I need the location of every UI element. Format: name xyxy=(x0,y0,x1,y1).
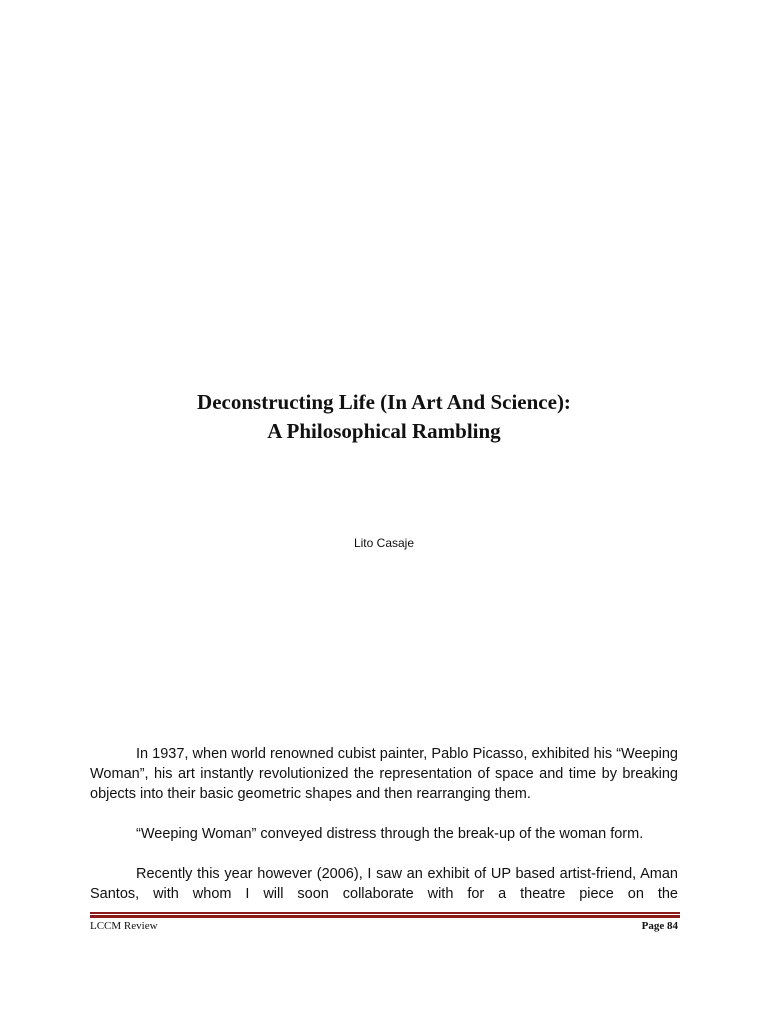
footer-publication-name: LCCM Review xyxy=(90,920,158,932)
title-line-1: Deconstructing Life (In Art And Science): xyxy=(197,390,571,414)
footer-rule-thin xyxy=(90,912,680,914)
title-line-2: A Philosophical Rambling xyxy=(267,419,501,443)
document-title xyxy=(0,388,768,446)
footer-rule-thick xyxy=(90,915,680,918)
body-text xyxy=(90,744,678,924)
paragraph-3: Recently this year however (2006), I saw an exhibit of UP based artist-friend, Aman Santos, with whom I will soon collaborate with for a theatre piece on the xyxy=(90,866,678,902)
paragraph-1: In 1937, when world renowned cubist painter, Pablo Picasso, exhibited his “Weeping Woman”, his art instantly revolutionized the representation of space and time by breaking objects into their basic geometric shapes and then rearranging them. xyxy=(90,746,678,802)
footer-page-number: Page 84 xyxy=(641,920,678,932)
paragraph-2: “Weeping Woman” conveyed distress through the break-up of the woman form. xyxy=(136,826,644,842)
author-name: Lito Casaje xyxy=(353,536,415,550)
